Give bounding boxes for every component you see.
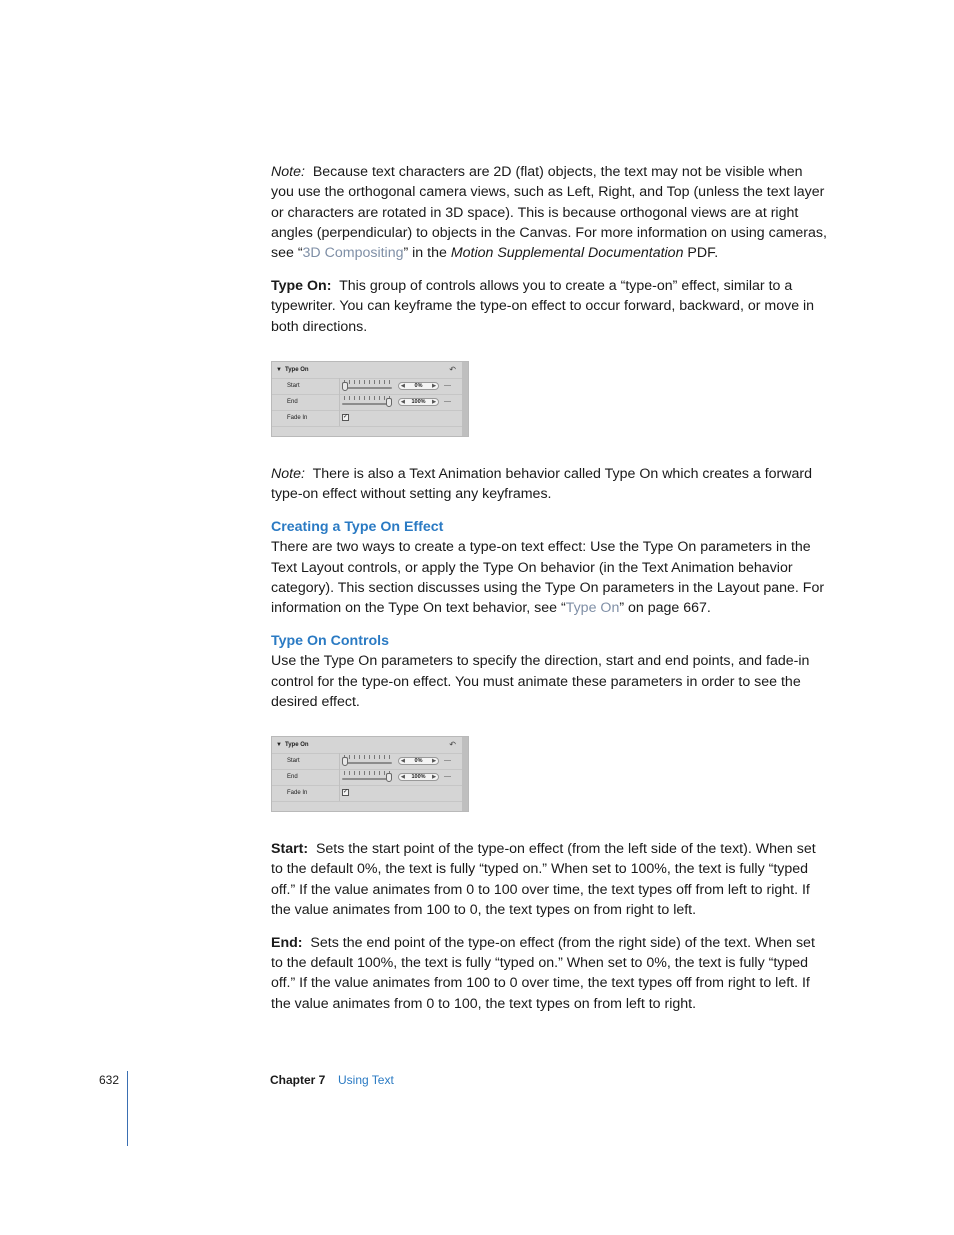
- decrement-arrow-icon[interactable]: ◀: [401, 758, 405, 765]
- panel-scrollbar[interactable]: [462, 737, 468, 811]
- controls-paragraph: Use the Type On parameters to specify the direction, start and end points, and fade-in control for the type-on effect. You must animate these parameters in order to see the desired effect.: [271, 653, 810, 710]
- heading-type-on-controls: Type On Controls: [271, 632, 389, 649]
- start-label: Start: [287, 758, 300, 765]
- note-paragraph-2: [271, 464, 827, 505]
- end-slider-track[interactable]: [342, 403, 392, 405]
- start-definition: [271, 839, 827, 920]
- type-on-inspector-panel: [271, 361, 469, 437]
- increment-arrow-icon[interactable]: ▶: [432, 774, 436, 781]
- panel-title: Type On: [285, 366, 309, 373]
- heading-creating-type-on: Creating a Type On Effect: [271, 518, 444, 535]
- page-number: 632: [99, 1073, 120, 1087]
- fade-in-label: Fade In: [287, 414, 308, 421]
- end-term: End:: [271, 934, 303, 951]
- disclosure-triangle-icon[interactable]: ▼: [276, 742, 282, 749]
- start-value: 0%: [414, 758, 423, 765]
- note-label: Note:: [271, 164, 305, 180]
- start-term: Start:: [271, 841, 309, 858]
- type-on-term: Type On:: [271, 277, 332, 294]
- panel-header-row: [272, 362, 468, 379]
- end-value-field[interactable]: [398, 398, 439, 406]
- type-on-text: This group of controls allows you to create a “type-on” effect, similar to a typewriter. You can keyframe the type-on effect to occur forward, backward, or move in both directions.: [271, 277, 815, 335]
- increment-arrow-icon[interactable]: ▶: [432, 758, 436, 765]
- column-divider: [339, 410, 340, 426]
- column-divider: [339, 378, 340, 394]
- start-value-field[interactable]: [398, 757, 439, 765]
- column-divider: [339, 769, 340, 785]
- end-row: [272, 769, 468, 786]
- fade-in-label: Fade In: [287, 790, 308, 797]
- panel-header-row: [272, 737, 468, 754]
- link-3d-compositing[interactable]: 3D Compositing: [302, 245, 404, 262]
- start-slider-track[interactable]: [342, 762, 392, 764]
- decrement-arrow-icon[interactable]: ◀: [401, 382, 405, 389]
- note-text: Because text characters are 2D (flat) objects, the text may not be visible when you use the orthogonal camera views, such as Left, Right, and Top (unless the text layer or characters are rotated in 3D space). This is because orthogonal views are at right angles (perpendicular) to objects in the Canvas. For more information on using cameras, see “: [271, 164, 827, 262]
- reset-icon[interactable]: ↶: [449, 740, 456, 750]
- start-row: [272, 378, 468, 395]
- chapter-label: Chapter 7: [270, 1073, 326, 1087]
- page-content: [271, 162, 827, 1027]
- slider-ticks: [344, 396, 392, 400]
- panel-title: Type On: [285, 742, 309, 749]
- type-on-inspector-panel-2: [271, 736, 469, 812]
- end-value: 100%: [411, 774, 426, 781]
- start-value-field[interactable]: [398, 382, 439, 390]
- keyframe-dash-icon[interactable]: —: [444, 397, 451, 405]
- end-definition: [271, 933, 827, 1014]
- footer-rule: [127, 1071, 128, 1146]
- slider-ticks: [344, 380, 392, 384]
- column-divider: [339, 753, 340, 769]
- type-on-paragraph: [271, 276, 827, 337]
- chapter-title-link[interactable]: Using Text: [338, 1073, 394, 1087]
- fade-in-row: [272, 785, 468, 802]
- end-label: End: [287, 398, 298, 405]
- slider-ticks: [344, 755, 392, 759]
- link-type-on[interactable]: Type On: [565, 600, 620, 617]
- start-row: [272, 753, 468, 770]
- doc-title: Motion Supplemental Documentation: [450, 245, 684, 262]
- end-label: End: [287, 774, 298, 781]
- note-paragraph-1: [271, 162, 827, 263]
- column-divider: [339, 394, 340, 410]
- increment-arrow-icon[interactable]: ▶: [432, 398, 436, 405]
- panel-scrollbar[interactable]: [462, 362, 468, 436]
- fade-in-checkbox[interactable]: ✓: [343, 413, 349, 420]
- note-text-3: PDF.: [683, 245, 719, 262]
- note-label: Note:: [271, 465, 305, 482]
- end-value-field[interactable]: [398, 773, 439, 781]
- disclosure-triangle-icon[interactable]: ▼: [276, 366, 282, 373]
- keyframe-dash-icon[interactable]: —: [444, 381, 451, 389]
- start-slider-knob[interactable]: [342, 382, 348, 391]
- column-divider: [339, 785, 340, 801]
- creating-paragraph: [271, 537, 827, 618]
- decrement-arrow-icon[interactable]: ◀: [401, 774, 405, 781]
- fade-in-checkbox[interactable]: ✓: [343, 789, 349, 796]
- fade-in-row: [272, 410, 468, 427]
- end-slider-knob[interactable]: [386, 398, 392, 407]
- keyframe-dash-icon[interactable]: —: [444, 773, 451, 781]
- decrement-arrow-icon[interactable]: ◀: [401, 398, 405, 405]
- reset-icon[interactable]: ↶: [449, 364, 456, 374]
- note-text-2: ” in the: [403, 245, 451, 262]
- end-slider-track[interactable]: [342, 778, 392, 780]
- note-text: There is also a Text Animation behavior called Type On which creates a forward type-on effect without setting any keyframes.: [271, 465, 813, 503]
- start-value: 0%: [414, 382, 423, 389]
- start-slider-knob[interactable]: [342, 757, 348, 766]
- end-text: Sets the end point of the type-on effect (from the right side) of the text. When set to the default 100%, the text is fully “typed on.” When set to 0%, the text is fully “typed off.” If the value animates from 100 to 0 over time, the text types off from right to left. If the value animates from 0 to 100, the text types on from left to right.: [271, 934, 815, 1012]
- end-slider-knob[interactable]: [386, 773, 392, 782]
- start-text: Sets the start point of the type-on effect (from the left side of the text). When set to the default 0%, the text is fully “typed on.” When set to 100%, the text is fully “typed off.” If the value animates from 0 to 100 over time, the text types off from left to right. If the value animates from 100 to 0, the text types on from right to left.: [271, 841, 816, 919]
- slider-ticks: [344, 771, 392, 775]
- creating-text-2: ” on page 667.: [619, 600, 711, 617]
- start-label: Start: [287, 382, 300, 389]
- keyframe-dash-icon[interactable]: —: [444, 757, 451, 765]
- end-value: 100%: [411, 398, 426, 405]
- increment-arrow-icon[interactable]: ▶: [432, 382, 436, 389]
- end-row: [272, 394, 468, 411]
- start-slider-track[interactable]: [342, 387, 392, 389]
- creating-text: There are two ways to create a type-on text effect: Use the Type On parameters in the Text Layout controls, or apply the Type On behavior (in the Text Animation behavior category). This section discusses using the Type On parameters in the Layout pane. For information on the Type On text behavior, see “: [271, 539, 825, 617]
